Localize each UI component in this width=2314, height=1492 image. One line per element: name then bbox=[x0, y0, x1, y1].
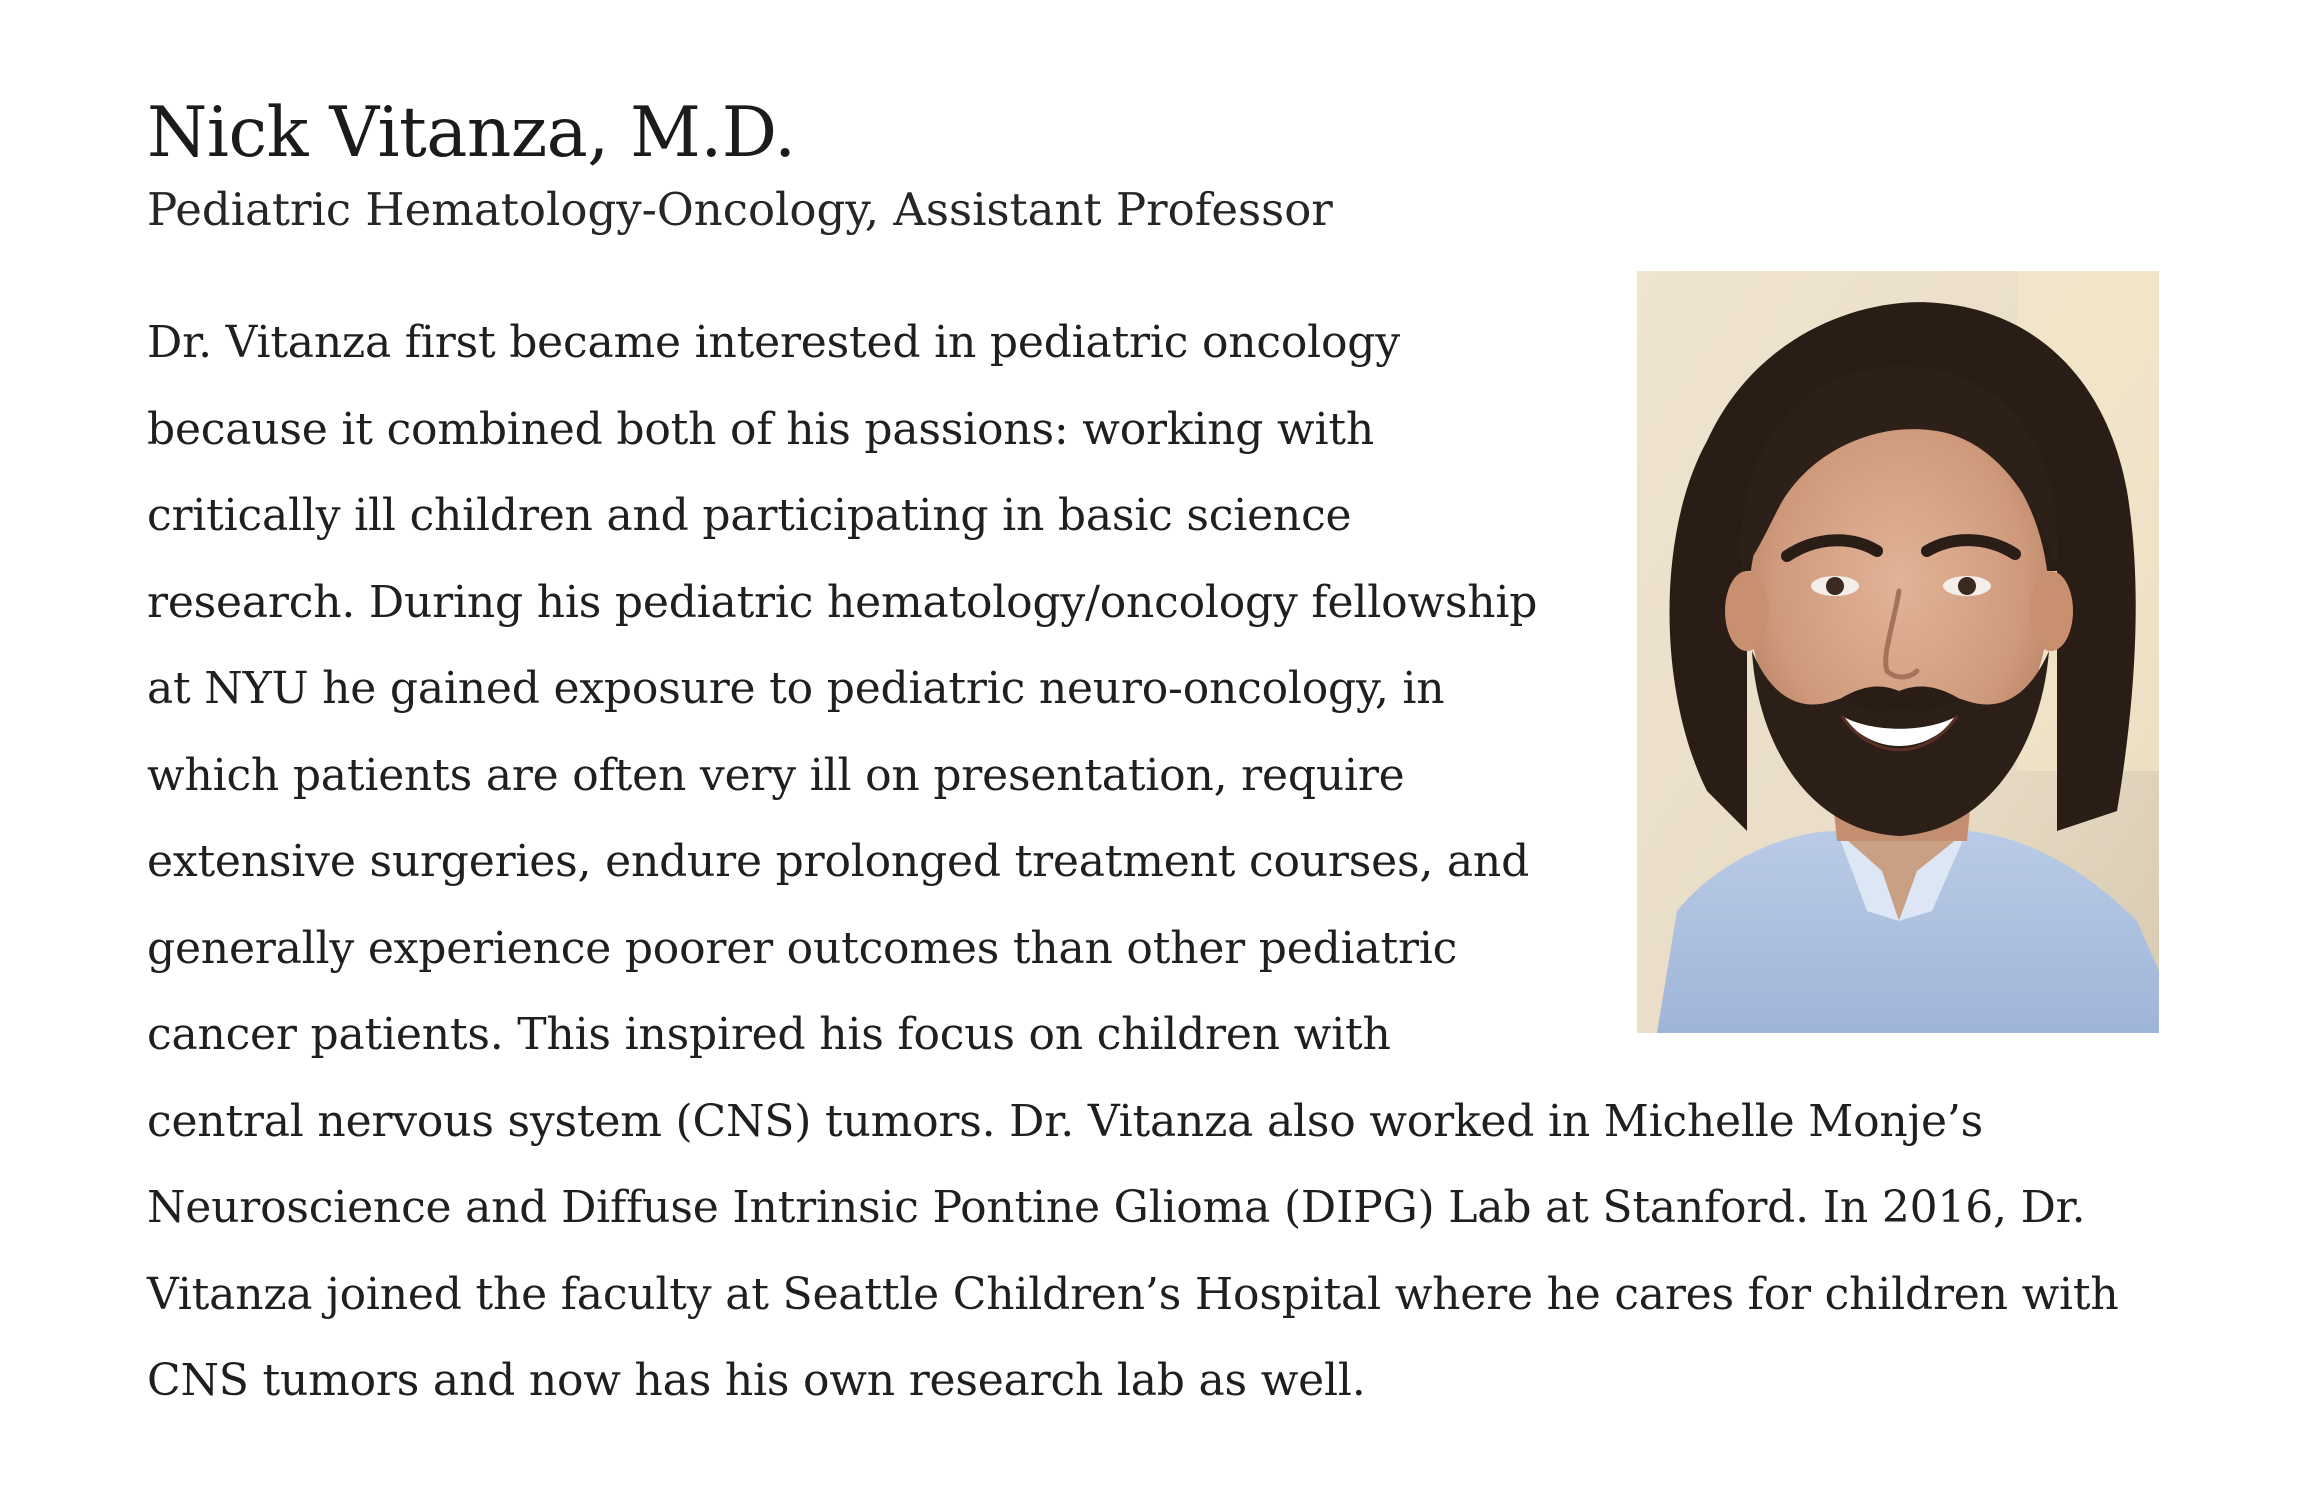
doctor-name: Nick Vitanza, M.D. bbox=[147, 93, 796, 173]
doctor-title: Pediatric Hematology-Oncology, Assistant Professor bbox=[147, 183, 1333, 236]
portrait-illustration bbox=[1637, 271, 2159, 1033]
portrait-photo bbox=[1637, 271, 2159, 1033]
doctor-biography: Dr. Vitanza first became interested in pediatric oncology because it combined both of his passions: working with critically ill children and participating in basic science research. During his pediatric hematology/oncology fellowship at NYU he gained exposure to pediatric neuro-oncology, in which patients are often very ill on presentation, require extensive surgeries, endure prolonged treatment courses, and generally experience poorer outcomes than other pediatric cancer patients. This inspired his focus on children with central nervous system (CNS) tumors. Dr. Vitanza also worked in Michelle Monje’s Neuroscience and Diffuse Intrinsic Pontine Glioma (DIPG) Lab at Stanford. In 2016, Dr. Vitanza joined the faculty at Seattle Children’s Hospital where he cares for children with CNS tumors and now has his own research lab as well. bbox=[147, 317, 2119, 1406]
profile-card bbox=[147, 88, 2167, 1425]
